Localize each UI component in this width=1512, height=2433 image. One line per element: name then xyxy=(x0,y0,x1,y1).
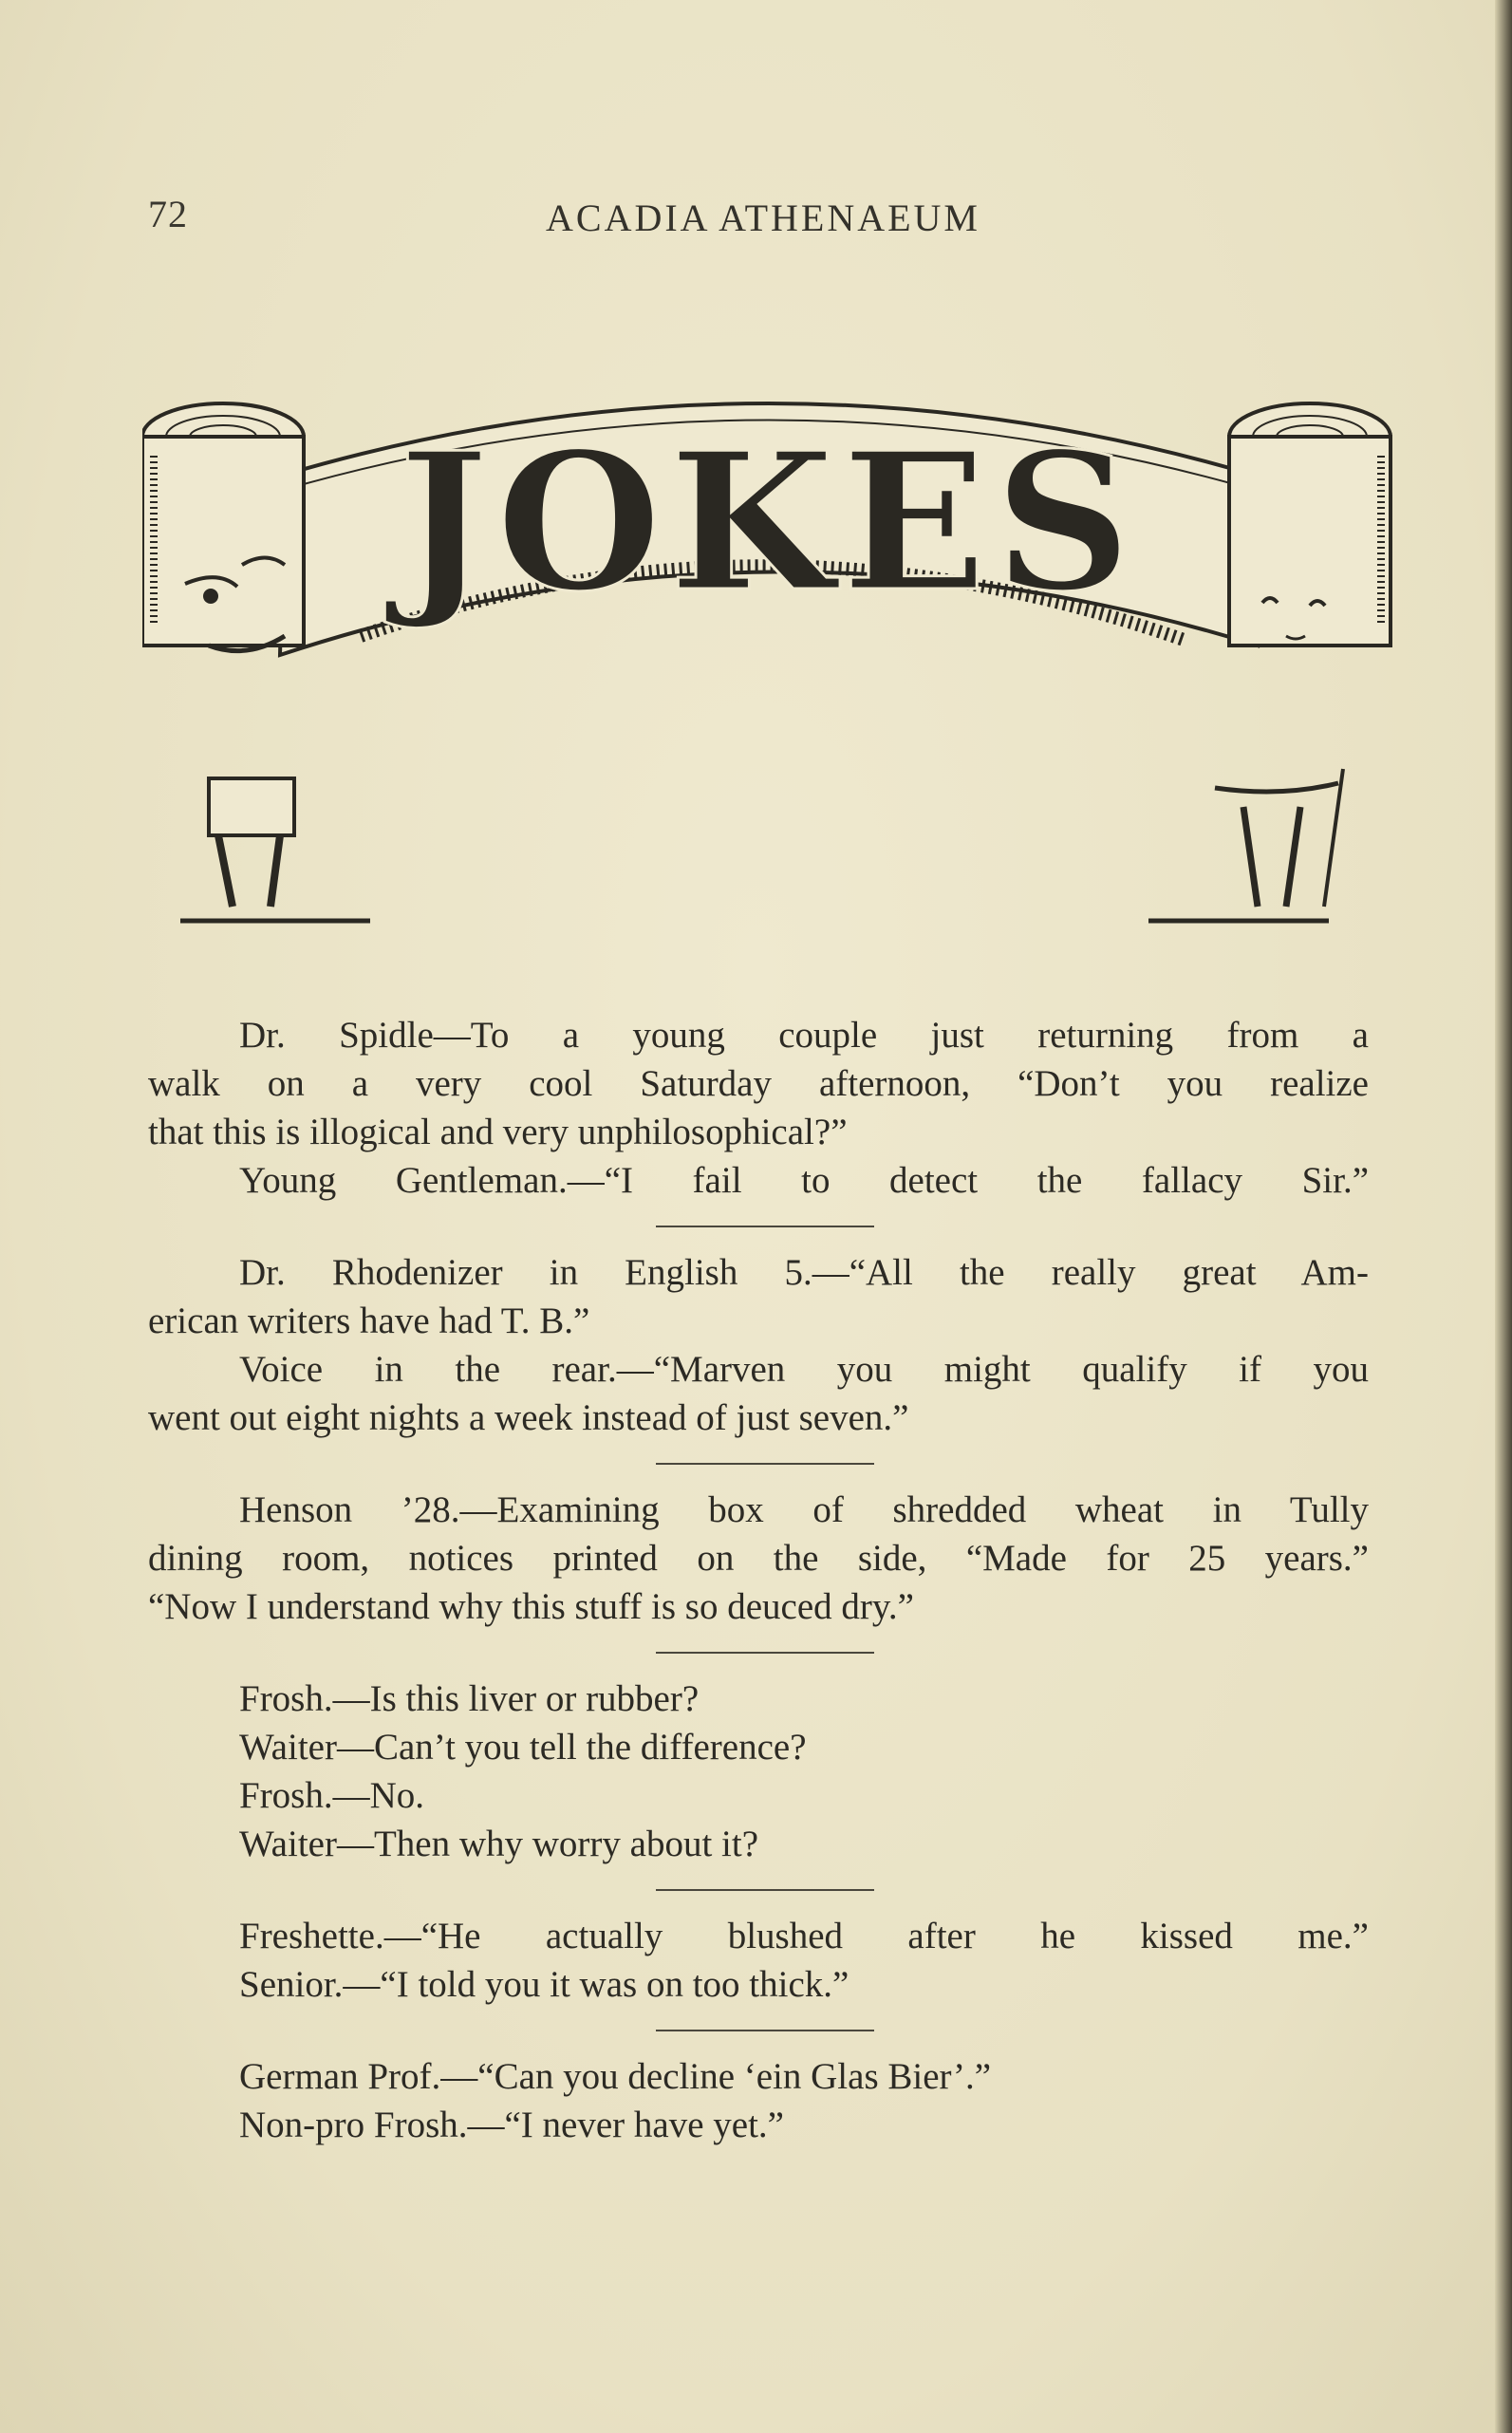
joke-6 xyxy=(148,2052,1369,2149)
joke-separator xyxy=(656,1463,874,1465)
joke-line: went out eight nights a week instead of just seven.” xyxy=(148,1397,909,1438)
joke-line: that this is illogical and very unphilosophical?” xyxy=(148,1112,848,1152)
joke-line: Dr. Rhodenizer in English 5.—“All the really great Am- xyxy=(239,1252,1369,1293)
joke-line: Henson ’28.—Examining box of shredded wheat in Tully xyxy=(239,1489,1369,1530)
joke-line: erican writers have had T. B.” xyxy=(148,1301,590,1341)
page-number: 72 xyxy=(148,193,188,235)
joke-3 xyxy=(148,1486,1369,1631)
joke-4 xyxy=(148,1675,1369,1868)
joke-line: Dr. Spidle—To a young couple just returning from a xyxy=(239,1015,1369,1056)
joke-line: Young Gentleman.—“I fail to detect the fallacy Sir.” xyxy=(239,1160,1369,1201)
joke-2 xyxy=(148,1248,1369,1442)
joke-line: Senior.—“I told you it was on too thick.” xyxy=(239,1964,849,2005)
banner-title: JOKES xyxy=(383,411,1139,634)
joke-line: “Now I understand why this stuff is so deuced dry.” xyxy=(148,1586,914,1627)
joke-line: dining room, notices printed on the side, “Made for 25 years.” xyxy=(148,1538,1369,1579)
joke-line: Non-pro Frosh.—“I never have yet.” xyxy=(239,2105,784,2145)
joke-separator xyxy=(656,1889,874,1891)
joke-separator xyxy=(656,2030,874,2031)
joke-1 xyxy=(148,1011,1369,1205)
joke-separator xyxy=(656,1652,874,1654)
jokes-column xyxy=(148,1011,1369,2149)
joke-line: Waiter—Then why worry about it? xyxy=(239,1824,759,1864)
joke-5 xyxy=(148,1912,1369,2009)
joke-line: Frosh.—Is this liver or rubber? xyxy=(239,1678,700,1719)
joke-line: German Prof.—“Can you decline ‘ein Glas Bier’.” xyxy=(239,2056,992,2097)
running-head: ACADIA ATHENAEUM xyxy=(546,197,980,239)
joke-line: walk on a very cool Saturday afternoon, “Don’t you realize xyxy=(148,1063,1369,1104)
page-edge-shadow xyxy=(1495,0,1512,2433)
joke-line: Waiter—Can’t you tell the difference? xyxy=(239,1727,807,1768)
joke-line: Voice in the rear.—“Marven you might qualify if you xyxy=(239,1349,1369,1390)
jokes-banner-illustration xyxy=(142,351,1395,940)
joke-line: Frosh.—No. xyxy=(239,1775,425,1816)
joke-separator xyxy=(656,1226,874,1227)
joke-line: Freshette.—“He actually blushed after he kissed me.” xyxy=(239,1916,1369,1956)
